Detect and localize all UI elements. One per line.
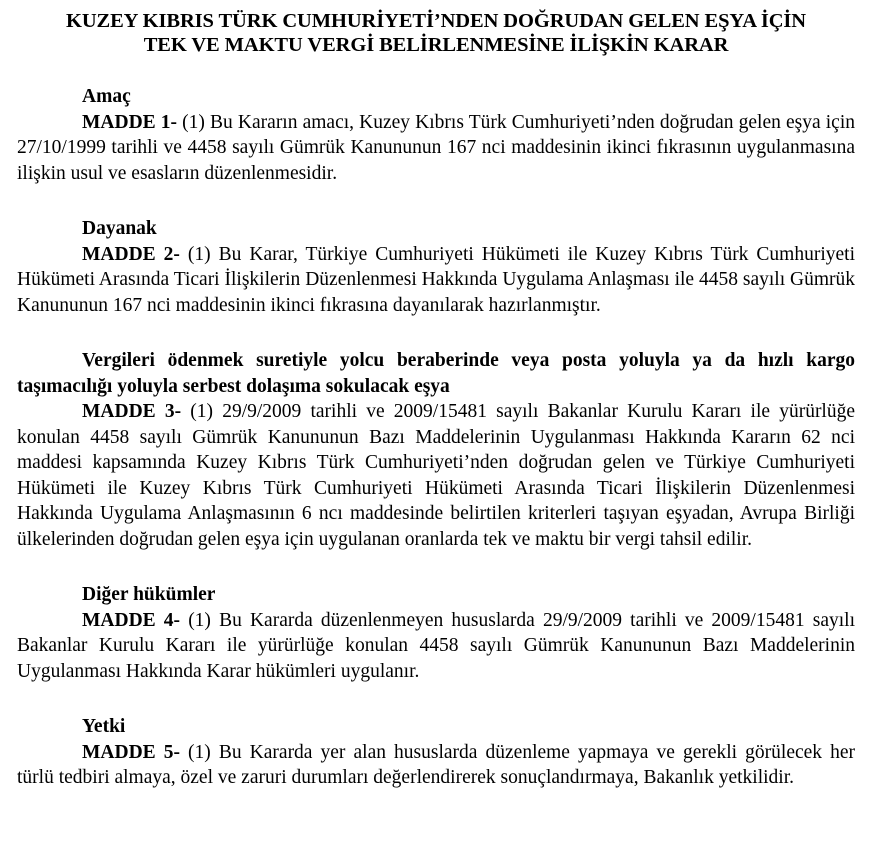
article-number: MADDE 5-: [82, 741, 180, 763]
article-text: (1) 29/9/2009 tarihli ve 2009/15481 sayılı Bakanlar Kurulu Kararı ile yürürlüğe konulan 4458 sayılı Gümrük Kanununun Bazı Maddelerinin Uygulanması Hakkında Kararın 62 nci maddesi kapsamında Kuzey Kıbrıs Türk Cumhuriyeti’nden doğrudan gelen ve Türkiye Cumhuriyeti Hükümeti ile Kuzey Kıbrıs Türk Cumhuriyeti Hükümeti Arasında Ticari İlişkilerin Düzenlenmesi Hakkında Uygulama Anlaşmasının 6 ncı maddesinde belirtilen kriterleri taşıyan eşyadan, Avrupa Birliği ülkelerinden doğrudan gelen eşya için uygulanan oranlarda tek ve maktu bir vergi tahsil edilir.: [17, 401, 856, 550]
title-line-2: TEK VE MAKTU VERGİ BELİRLENMESİNE İLİŞKİN KARAR: [143, 34, 729, 56]
section-heading: Amaç: [82, 86, 131, 107]
article-number: MADDE 2-: [82, 243, 180, 265]
article-paragraph: [17, 399, 855, 552]
article-paragraph: [17, 608, 855, 685]
article-text: (1) Bu Kararda düzenlenmeyen hususlarda 29/9/2009 tarihli ve 2009/15481 sayılı Bakanlar Kurulu Kararı ile yürürlüğe konulan 4458 sayılı Gümrük Kanununun Bazı Maddelerinin Uygulanması Hakkında Karar hükümleri uygulanır.: [17, 609, 855, 682]
article-paragraph: [17, 740, 855, 791]
section-heading: Diğer hükümler: [82, 584, 216, 605]
section-heading: Yetki: [82, 716, 126, 737]
article-paragraph: [17, 110, 855, 187]
article-paragraph: [17, 242, 855, 319]
section-diger-hukumler: [17, 582, 855, 684]
section-dayanak: [17, 216, 855, 318]
title-line-1: KUZEY KIBRIS TÜRK CUMHURİYETİ’NDEN DOĞRUDAN GELEN EŞYA İÇİN: [65, 10, 806, 32]
article-number: MADDE 1-: [82, 111, 178, 133]
article-number: MADDE 3-: [82, 401, 182, 422]
section-vergiler: [17, 348, 855, 552]
section-amac: [17, 84, 855, 186]
article-text: (1) Bu Kararda yer alan hususlarda düzenleme yapmaya ve gerekli görülecek her türlü tedbiri almaya, özel ve zaruri durumları değerlendirerek sonuçlandırmaya, Bakanlık yetkilidir.: [17, 741, 856, 788]
article-text: (1) Bu Kararın amacı, Kuzey Kıbrıs Türk Cumhuriyeti’nden doğrudan gelen eşya için 27/10/1999 tarihli ve 4458 sayılı Gümrük Kanununun 167 nci maddesinin ikinci fıkrasının uygulanmasına ilişkin usul ve esasların düzenlenmesidir.: [17, 111, 856, 184]
section-yetki: [17, 714, 855, 791]
section-heading: Vergileri ödenmek suretiyle yolcu beraberinde veya posta yoluyla ya da hızlı kargo taşımacılığı yoluyla serbest dolaşıma sokulacak eşya: [17, 350, 855, 397]
article-text: (1) Bu Karar, Türkiye Cumhuriyeti Hükümeti ile Kuzey Kıbrıs Türk Cumhuriyeti Hükümeti Arasında Ticari İlişkilerin Düzenlenmesi Hakkında Uygulama Anlaşması ile 4458 sayılı Gümrük Kanununun 167 nci maddesinin ikinci fıkrasına dayanılarak hazırlanmıştır.: [17, 243, 856, 316]
article-number: MADDE 4-: [82, 609, 181, 631]
section-heading: Dayanak: [82, 218, 157, 239]
document-title: [17, 0, 855, 57]
